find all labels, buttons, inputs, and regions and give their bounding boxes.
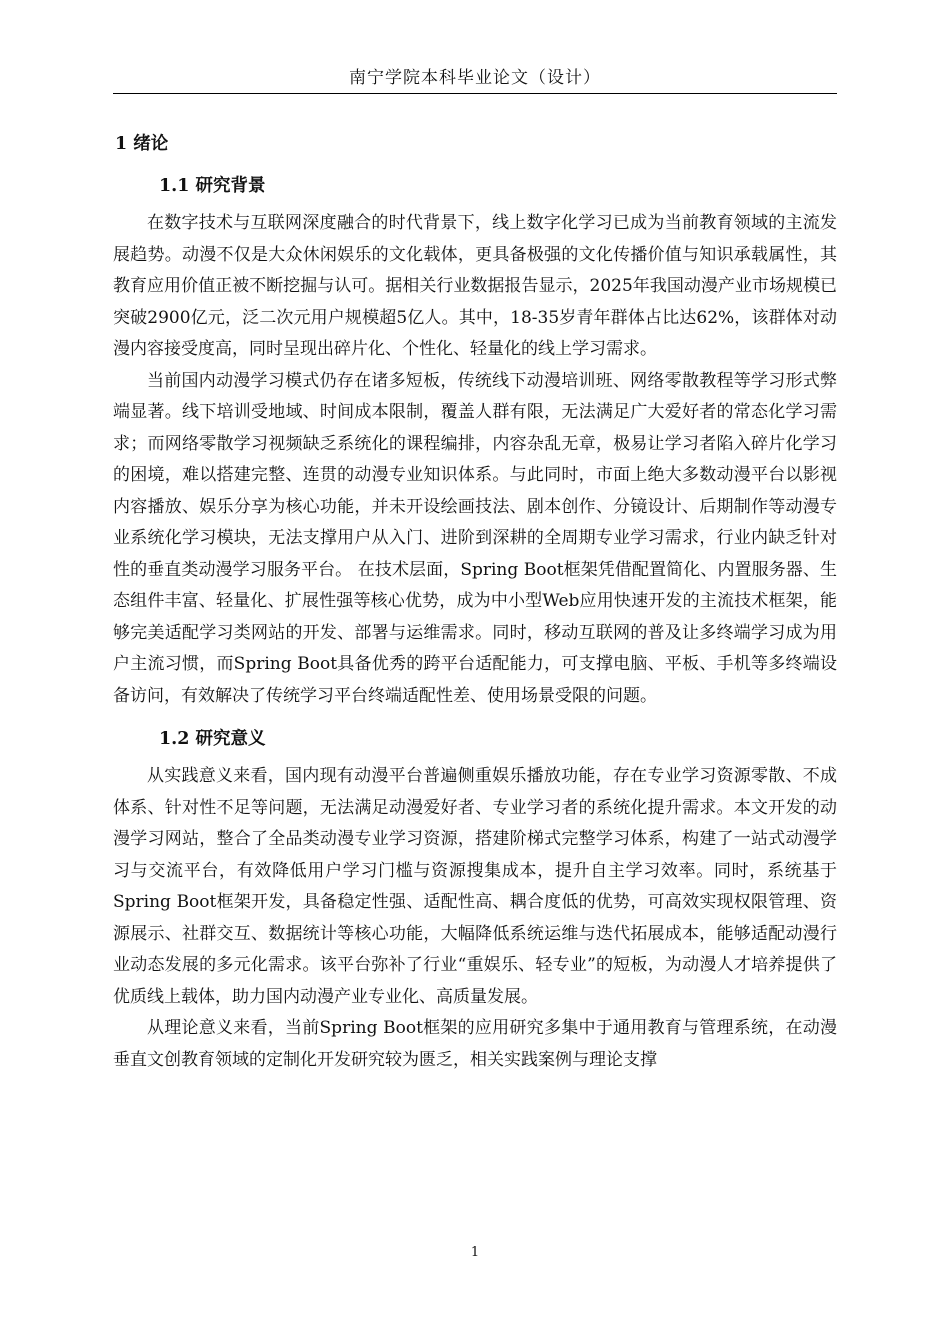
spacer [113,712,837,723]
paragraph: 从实践意义来看，国内现有动漫平台普遍侧重娱乐播放功能，存在专业学习资源零散、不成体系、针对性不足等问题，无法满足动漫爱好者、专业学习者的系统化提升需求。本文开发的动漫学习网站，整合了全品类动漫专业学习资源，搭建阶梯式完整学习体系，构建了一站式动漫学习与交流平台，有效降低用户学习门槛与资源搜集成本，提升自主学习效率。同时，系统基于Spring Boot框架开发，具备稳定性强、适配性高、耦合度低的优势，可高效实现权限管理、资源展示、社群交互、数据统计等核心功能，大幅降低系统运维与迭代拓展成本，能够适配动漫行业动态发展的多元化需求。该平台弥补了行业“重娱乐、轻专业”的短板，为动漫人才培养提供了优质线上载体，助力国内动漫产业专业化、高质量发展。 [113,766,837,1007]
chapter-heading: 1 绪论 [115,134,169,154]
header-rule [113,93,837,94]
section-heading: 1.2 研究意义 [159,729,266,749]
paragraph: 从理论意义来看，当前Spring Boot框架的应用研究多集中于通用教育与管理系统，在动漫垂直文创教育领域的定制化开发研究较为匮乏，相关实践案例与理论支撑 [113,1018,837,1070]
paragraph: 当前国内动漫学习模式仍存在诸多短板，传统线下动漫培训班、网络零散教程等学习形式弊端显著。线下培训受地域、时间成本限制，覆盖人群有限，无法满足广大爱好者的常态化学习需求；而网络零散学习视频缺乏系统化的课程编排，内容杂乱无章，极易让学习者陷入碎片化学习的困境，难以搭建完整、连贯的动漫专业知识体系。与此同时，市面上绝大多数动漫平台以影视内容播放、娱乐分享为核心功能，并未开设绘画技法、剧本创作、分镜设计、后期制作等动漫专业系统化学习模块，无法支撑用户从入门、进阶到深耕的全周期专业学习需求，行业内缺乏针对性的垂直类动漫学习服务平台。 在技术层面，Spring Boot框架凭借配置简化、内置服务器、生态组件丰富、轻量化、扩展性强等核心优势，成为中小型Web应用快速开发的主流技术框架，能够完美适配学习类网站的开发、部署与运维需求。同时，移动互联网的普及让多终端学习成为用户主流习惯，而Spring Boot具备优秀的跨平台适配能力，可支撑电脑、平板、手机等多终端设备访问，有效解决了传统学习平台终端适配性差、使用场景受限的问题。 [113,370,837,706]
paragraph: 在数字技术与互联网深度融合的时代背景下，线上数字化学习已成为当前教育领域的主流发展趋势。动漫不仅是大众休闲娱乐的文化载体，更具备极强的文化传播价值与知识承载属性，其教育应用价值正被不断挖掘与认可。据相关行业数据报告显示，2025年我国动漫产业市场规模已突破2900亿元，泛二次元用户规模超5亿人。其中，18-35岁青年群体占比达62%，该群体对动漫内容接受度高，同时呈现出碎片化、个性化、轻量化的线上学习需求。 [113,213,837,359]
page-number: 1 [470,1245,480,1260]
section-heading: 1.1 研究背景 [159,176,266,196]
page-body [113,128,837,1076]
running-header: 南宁学院本科毕业论文（设计） [349,68,601,88]
